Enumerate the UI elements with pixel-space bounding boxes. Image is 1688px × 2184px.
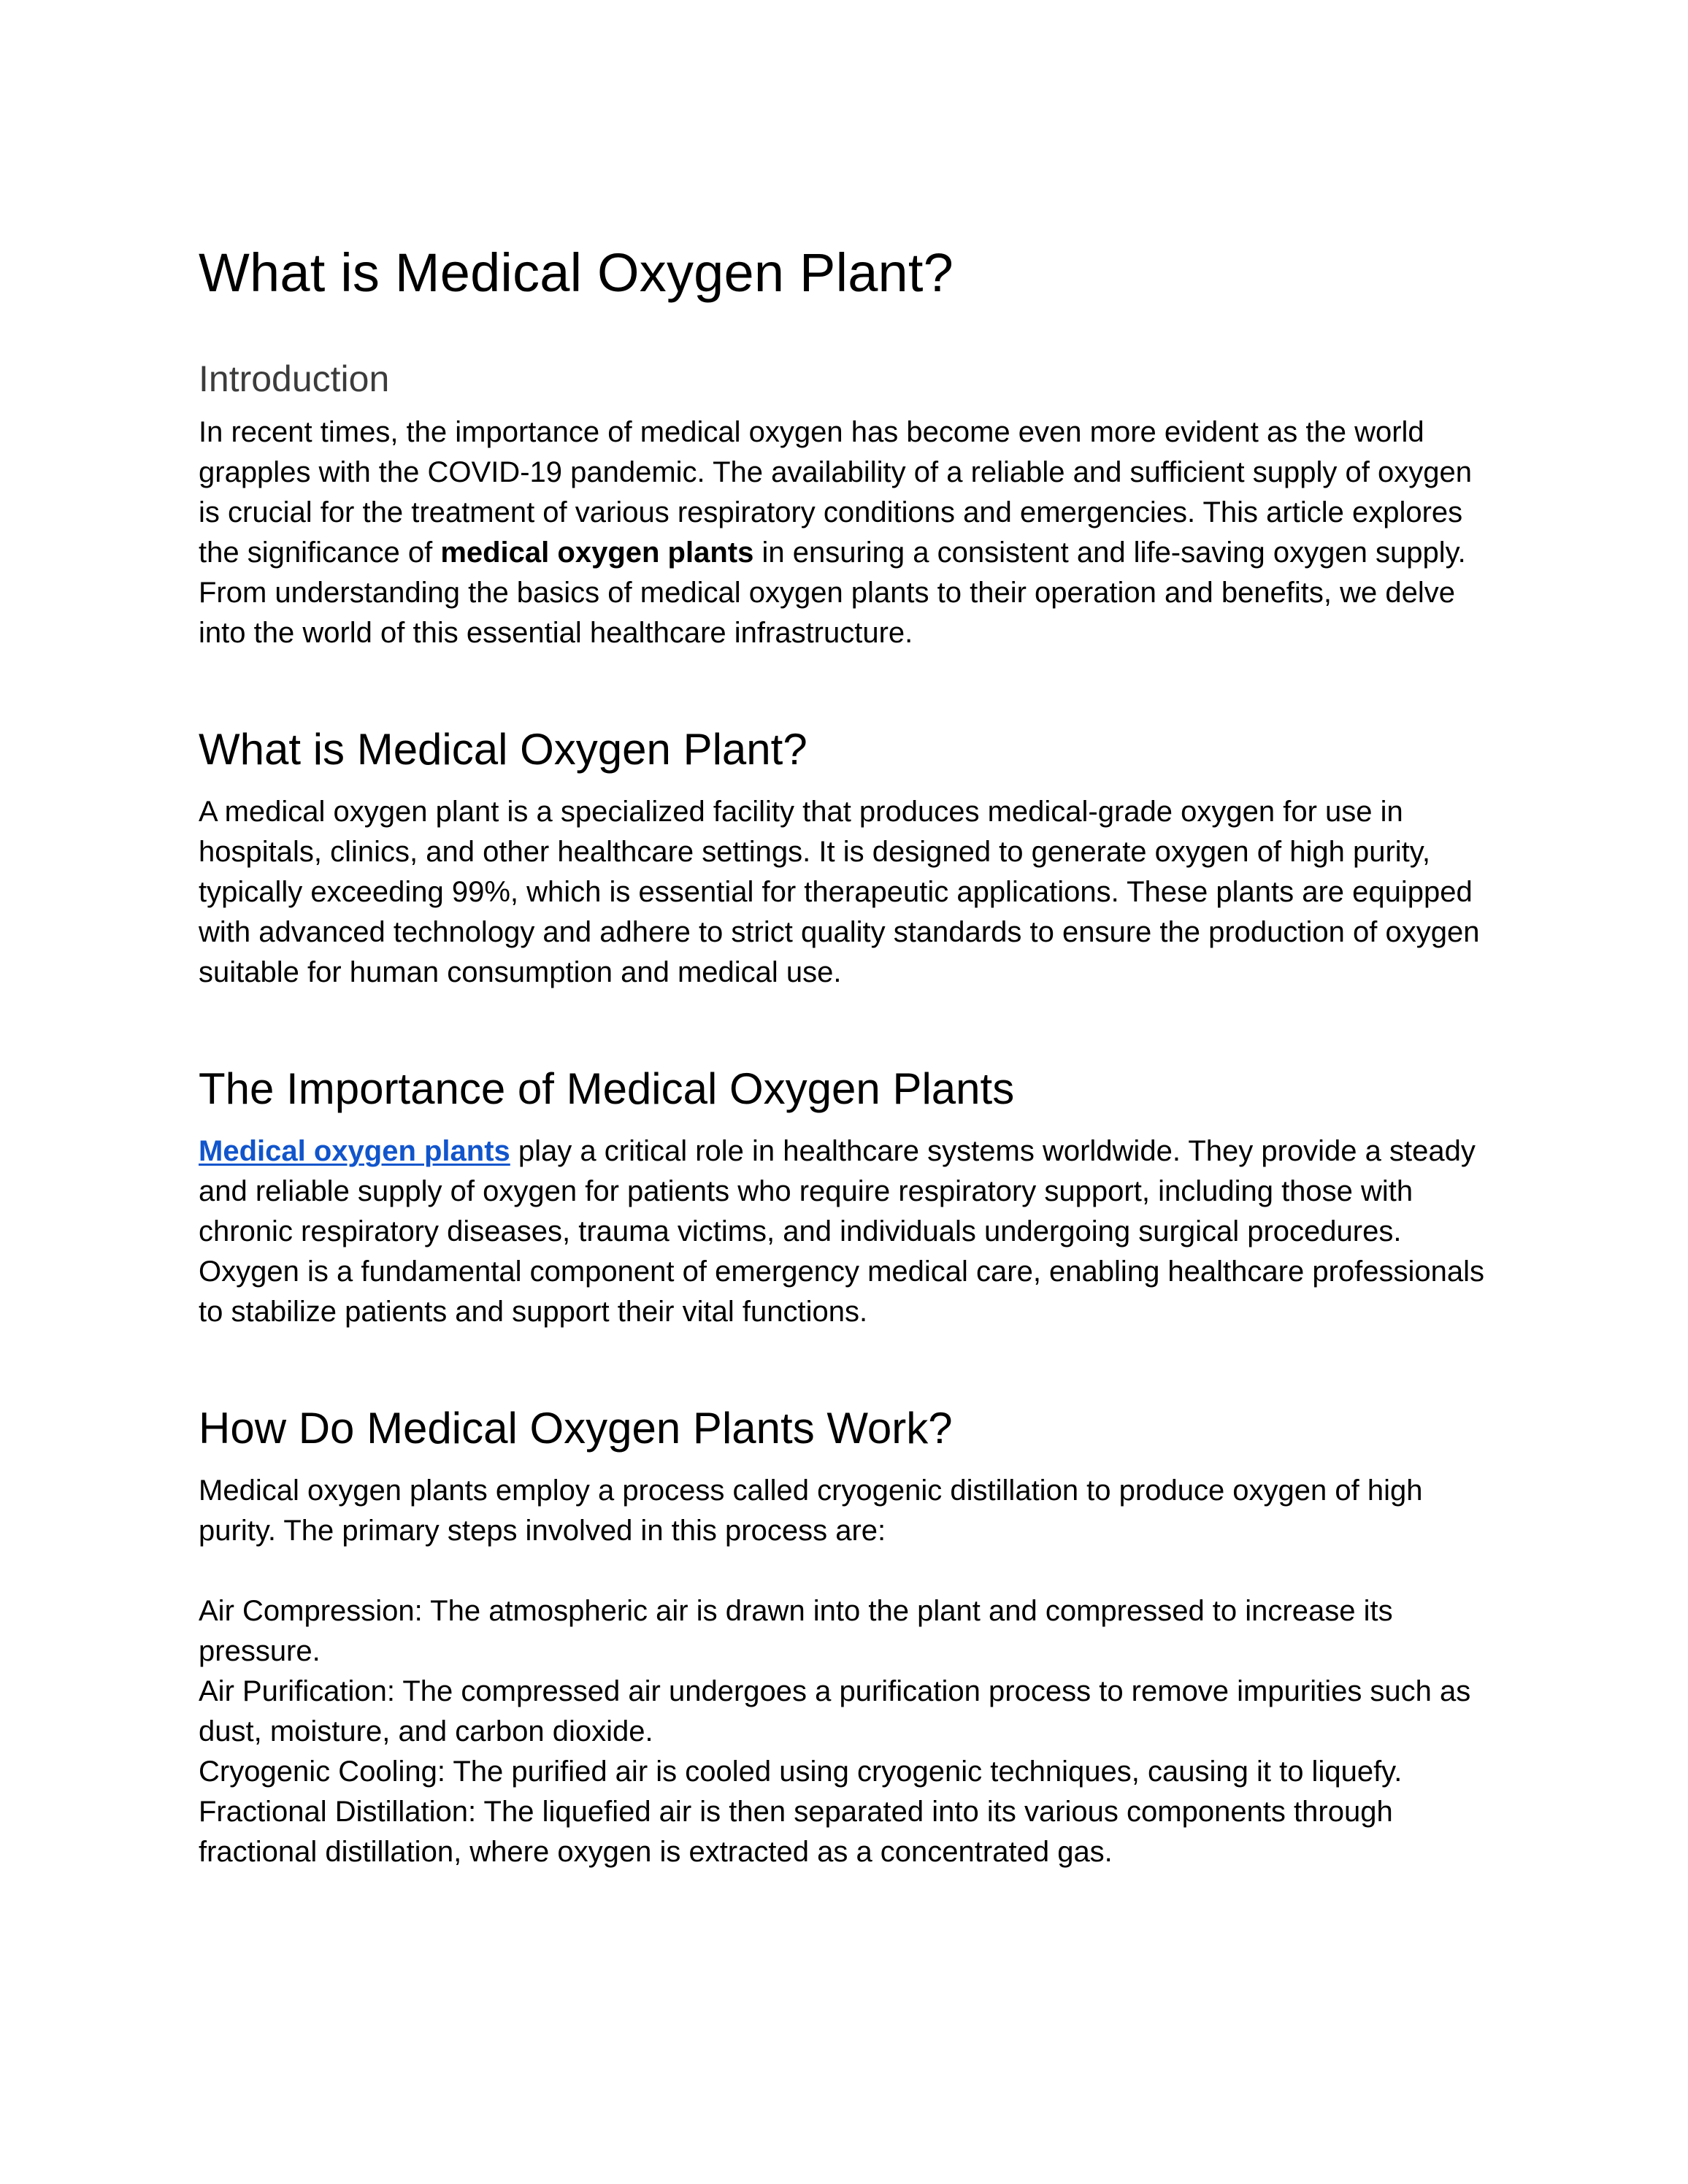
process-steps-list	[199, 1591, 1491, 1872]
section-how-paragraph: Medical oxygen plants employ a process called cryogenic distillation to produce oxygen of high purity. The primary steps involved in this process are:	[199, 1474, 1423, 1547]
document-title: What is Medical Oxygen Plant?	[199, 242, 954, 303]
intro-bold-term: medical oxygen plants	[440, 536, 754, 569]
intro-heading: Introduction	[199, 358, 390, 399]
process-step: Cryogenic Cooling: The purified air is cooled using cryogenic techniques, causing it to liquefy.	[199, 1755, 1403, 1788]
section-importance-text: play a critical role in healthcare systems worldwide. They provide a steady and reliable supply of oxygen for patients who require respiratory support, including those with chronic respiratory diseases, trauma victims, and individuals undergoing surgical procedures. Oxygen is a fundamental component of emergency medical care, enabling healthcare professionals to stabilize patients and support their vital functions.	[199, 1134, 1485, 1328]
section-importance-heading: The Importance of Medical Oxygen Plants	[199, 1064, 1015, 1113]
section-importance-paragraph	[199, 1131, 1491, 1332]
section-how-heading: How Do Medical Oxygen Plants Work?	[199, 1403, 953, 1453]
section-what-heading: What is Medical Oxygen Plant?	[199, 724, 807, 774]
process-step: Fractional Distillation: The liquefied air is then separated into its various components through fractional distillation, where oxygen is extracted as a concentrated gas.	[199, 1795, 1393, 1868]
document-body	[199, 241, 1491, 1872]
process-step: Air Purification: The compressed air undergoes a purification process to remove impurities such as dust, moisture, and carbon dioxide.	[199, 1674, 1471, 1747]
medical-oxygen-plants-link[interactable]: Medical oxygen plants	[199, 1134, 510, 1167]
intro-text-start: In recent times, the importance of medical oxygen has become even more evident as the world grapples with the COVID-19 pandemic. The availability of a reliable and sufficient supply of oxygen is crucial for the treatment of various respiratory conditions and emergencies. This article explores the significance of	[199, 415, 1472, 569]
process-step: Air Compression: The atmospheric air is drawn into the plant and compressed to increase its pressure.	[199, 1594, 1393, 1667]
intro-paragraph	[199, 412, 1491, 653]
section-what-paragraph: A medical oxygen plant is a specialized facility that produces medical-grade oxygen for use in hospitals, clinics, and other healthcare settings. It is designed to generate oxygen of high purity, typically exceeding 99%, which is essential for therapeutic applications. These plants are equipped with advanced technology and adhere to strict quality standards to ensure the production of oxygen suitable for human consumption and medical use.	[199, 795, 1480, 988]
intro-text-end: in ensuring a consistent and life-saving oxygen supply. From understanding the basics of medical oxygen plants to their operation and benefits, we delve into the world of this essential healthcare infrastructure.	[199, 536, 1466, 649]
